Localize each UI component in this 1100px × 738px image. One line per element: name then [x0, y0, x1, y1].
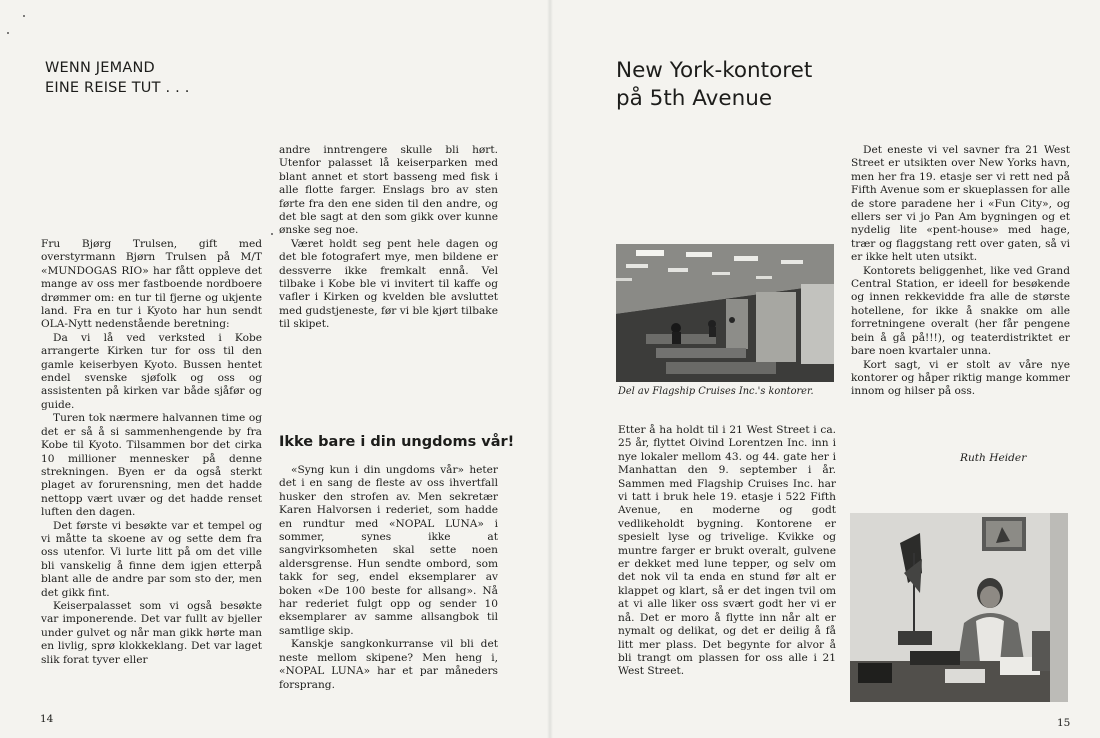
kyoto-paragraph-intro: Fru Bjørg Trulsen, gift med overstyrmann Bjørn Trulsen på M/T «MUNDOGAS RIO» har fått oppleve det mange av oss mer fastboende nordboere drømmer om: en tur til fjerne og ukjente land. Fra en tur i Kyoto har hun sendt OLA-Nytt nedenstående beretning:: [41, 238, 262, 331]
kyoto-paragraph-6: andre inntrengere skulle bli hørt. Utenfor palasset lå keiserparken med blant annet et stort basseng med fisk i alle flotte farger. Enslags bro av sten førte fra den ene siden til den andre, og det ble sagt at den som gikk over kunne ønske seg noe.: [279, 144, 498, 237]
secretary-at-desk-photo: [850, 513, 1068, 702]
office-paragraph-3: Kontorets beliggenhet, like ved Grand Central Station, er ideell for besøkende og innen rekkevidde fra alle de største hotellene, for ikke å snakke om alle forretningene overalt (her får pengene bein å gå på!!!), og teaterdistriktet er bare noen kvartaler unna.: [851, 264, 1070, 358]
print-speck: [271, 233, 273, 235]
kyoto-paragraph-4: Det første vi besøkte var et tempel og vi måtte ta skoene av og sette dem fra oss utenfor. Vi lurte litt på om det ville bli vanskelig å finne dem igjen etterpå blant alle de andre par som sto der, men det gikk fint.: [41, 519, 262, 599]
office-paragraph-2: Det eneste vi vel savner fra 21 West Street er utsikten over New Yorks havn, men her fra 19. etasje ser vi rett ned på Fifth Avenue som er skueplassen for alle de store paradene her i «Fun City», og ellers ser vi jo Pan Am bygningen og et nydelig lite «pent-house» med hage, trær og flaggstang rett over gaten, så vi er ikke helt uten utsikt.: [851, 144, 1070, 264]
print-speck: [7, 32, 9, 34]
kyoto-paragraph-3: Turen tok nærmere halvannen time og det er så å si sammenhengende by fra Kobe til Kyoto. Tilsammen bor det cirka 10 millioner mennesker på denne strekningen. Byen er da også sterkt plaget av forurensning, men det hadde nettopp vært uvær og det hadde renset luften den dagen.: [41, 412, 262, 519]
kyoto-article-column-1: [41, 238, 262, 667]
kicker-line-1: WENN JEMAND: [45, 60, 155, 76]
print-speck: [23, 15, 25, 17]
office-paragraph-4: Kort sagt, vi er stolt av våre nye kontorer og håper riktig mange kommer innom og hilser på oss.: [851, 358, 1070, 398]
office-article-title: [616, 57, 812, 113]
page-number-left: 14: [40, 713, 54, 725]
song-paragraph-2: Kanskje sangkonkurranse vil bli det neste mellom skipene? Men heng i, «NOPAL LUNA» har et par måneders forsprang.: [279, 638, 498, 691]
song-article-headline: Ikke bare i din ungdoms vår!: [279, 434, 515, 450]
kyoto-article-column-2: [279, 144, 498, 332]
office-interior-photo: [616, 244, 834, 382]
song-paragraph-1: «Syng kun i din ungdoms vår» heter det i en sang de fleste av oss ihvertfall husker den strofen av. Men sekretær Karen Halvorsen i rederiet, som hadde en rundtur med «NOPAL LUNA» i sommer, synes ikke at sangvirksomheten skal sette noen aldersgrense. Hun sendte ombord, som takk for seg, endel eksemplarer av boken «De 100 beste for allsang». Nå har rederiet fulgt opp og sender 10 eksemplarer av samme allsangbok til samtlige skip.: [279, 464, 498, 637]
office-article-column-1: [618, 424, 836, 679]
kyoto-paragraph-7: Været holdt seg pent hele dagen og det ble fotografert mye, men bildene er dessverre ikke fremkalt ennå. Vel tilbake i Kobe ble vi invitert til kaffe og vafler i Kirken og kvelden ble avsluttet med gudstjeneste, før vi ble kjørt tilbake til skipet.: [279, 237, 498, 331]
article-kicker: [45, 58, 190, 98]
author-signature: Ruth Heider: [960, 452, 1027, 464]
kicker-line-2: EINE REISE TUT . . .: [45, 80, 190, 96]
title-line-2: på 5th Avenue: [616, 86, 773, 111]
kyoto-paragraph-2: Da vi lå ved verksted i Kobe arrangerte Kirken tur for oss til den gamle keiserbyen Kyoto. Bussen hentet endel svenske sjøfolk og oss og assistenten på kirken var både sjåfør og guide.: [41, 331, 262, 411]
spine-gutter: [547, 0, 553, 738]
song-article-body: [279, 464, 498, 692]
kyoto-paragraph-5: Keiserpalasset som vi også besøkte var imponerende. Det var fullt av bjeller under gulvet og når man gikk hørte man en livlig, sprø klokkeklang. Det var laget slik forat tyver eller: [41, 599, 262, 666]
title-line-1: New York-kontoret: [616, 58, 813, 83]
office-paragraph-1: Etter å ha holdt til i 21 West Street i ca. 25 år, flyttet Oivind Lorentzen Inc. inn i nye lokaler mellom 43. og 44. gate her i Manhattan den 9. september i år. Sammen med Flagship Cruises Inc. har vi tatt i bruk hele 19. etasje i 522 Fifth Avenue, en moderne og godt vedlikeholdt bygning. Kontorene er spesielt lyse og trivelige. Kvikke og muntre farger er brukt overalt, gulvene er dekket med lune tepper, og selv om det nok vil ta enda en stund før alt er klappet og klart, så er det ingen tvil om at vi alle liker oss svært godt her vi er nå. Det er moro å flytte inn når alt er nymalt og delikat, og det er deilig å få litt mer plass. Det begynte for alvor å bli trangt om plassen for oss alle i 21 West Street.: [618, 424, 836, 678]
page-number-right: 15: [1057, 717, 1071, 729]
photo-caption: Del av Flagship Cruises Inc.'s kontorer.: [618, 386, 814, 397]
office-article-column-2: [851, 144, 1070, 399]
